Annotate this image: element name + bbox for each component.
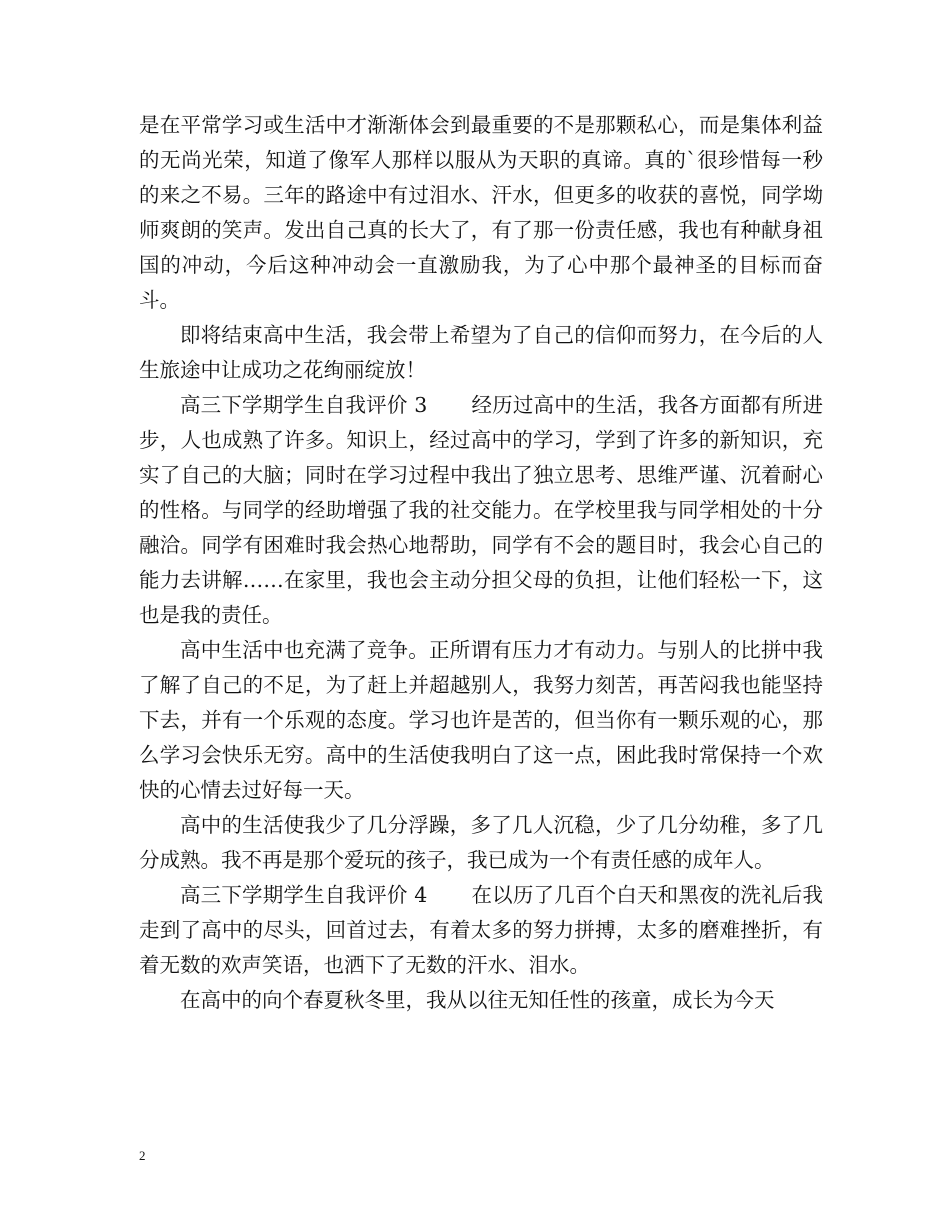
section-heading-3: 高三下学期学生自我评价 3 (180, 393, 428, 417)
paragraph-4: 高中生活中也充满了竞争。正所谓有压力才有动力。与别人的比拼中我了解了自己的不足，为了赶上并超越别人，我努力刻苦，再苦闷我也能坚持下去，并有一个乐观的态度。学习也许是苦的，但当你有一颗乐观的心，那么学习会快乐无穷。高中的生活使我明白了这一点，困此我时常保持一个欢快的心情去过好每一天。 (139, 638, 823, 802)
paragraph-6-text: 在以历了几百个白天和黑夜的洗礼后我走到了高中的尽头，回首过去，有着太多的努力拼搏，太多的磨难挫折，有着无数的欢声笑语，也洒下了无数的汗水、泪水。 (139, 883, 823, 977)
paragraph-2: 即将结束高中生活，我会带上希望为了自己的信仰而努力，在今后的人生旅途中让成功之花绚丽绽放！ (139, 323, 823, 382)
paragraph-6 (139, 878, 823, 983)
paragraph-7: 在高中的向个春夏秋冬里，我从以往无知任性的孩童，成长为今天 (180, 988, 775, 1012)
page-number: 2 (139, 1148, 146, 1163)
section-heading-4: 高三下学期学生自我评价 4 (180, 883, 428, 907)
paragraph-3 (139, 388, 823, 633)
paragraph-1: 是在平常学习或生活中才渐渐体会到最重要的不是那颗私心，而是集体利益的无尚光荣，知道了像军人那样以服从为天职的真谛。真的`很珍惜每一秒的来之不易。三年的路途中有过泪水、汗水，但更多的收获的喜悦，同学坳师爽朗的笑声。发出自己真的长大了，有了那一份责任感，我也有种献身祖国的冲动，今后这种冲动会一直激励我，为了心中那个最神圣的目标而奋斗。 (139, 113, 823, 312)
document-body (139, 108, 823, 1018)
paragraph-5: 高中的生活使我少了几分浮躁，多了几人沉稳，少了几分幼稚，多了几分成熟。我不再是那个爱玩的孩子，我已成为一个有责任感的成年人。 (139, 813, 823, 872)
paragraph-3-text: 经历过高中的生活，我各方面都有所进步，人也成熟了许多。知识上，经过高中的学习，学到了许多的新知识，充实了自己的大脑；同时在学习过程中我出了独立思考、思维严谨、沉着耐心的性格。与同学的经助增强了我的社交能力。在学校里我与同学相处的十分融洽。同学有困难时我会热心地帮助，同学有不会的题目时，我会心自己的能力去讲解……在家里，我也会主动分担父母的负担，让他们轻松一下，这也是我的责任。 (139, 393, 823, 627)
